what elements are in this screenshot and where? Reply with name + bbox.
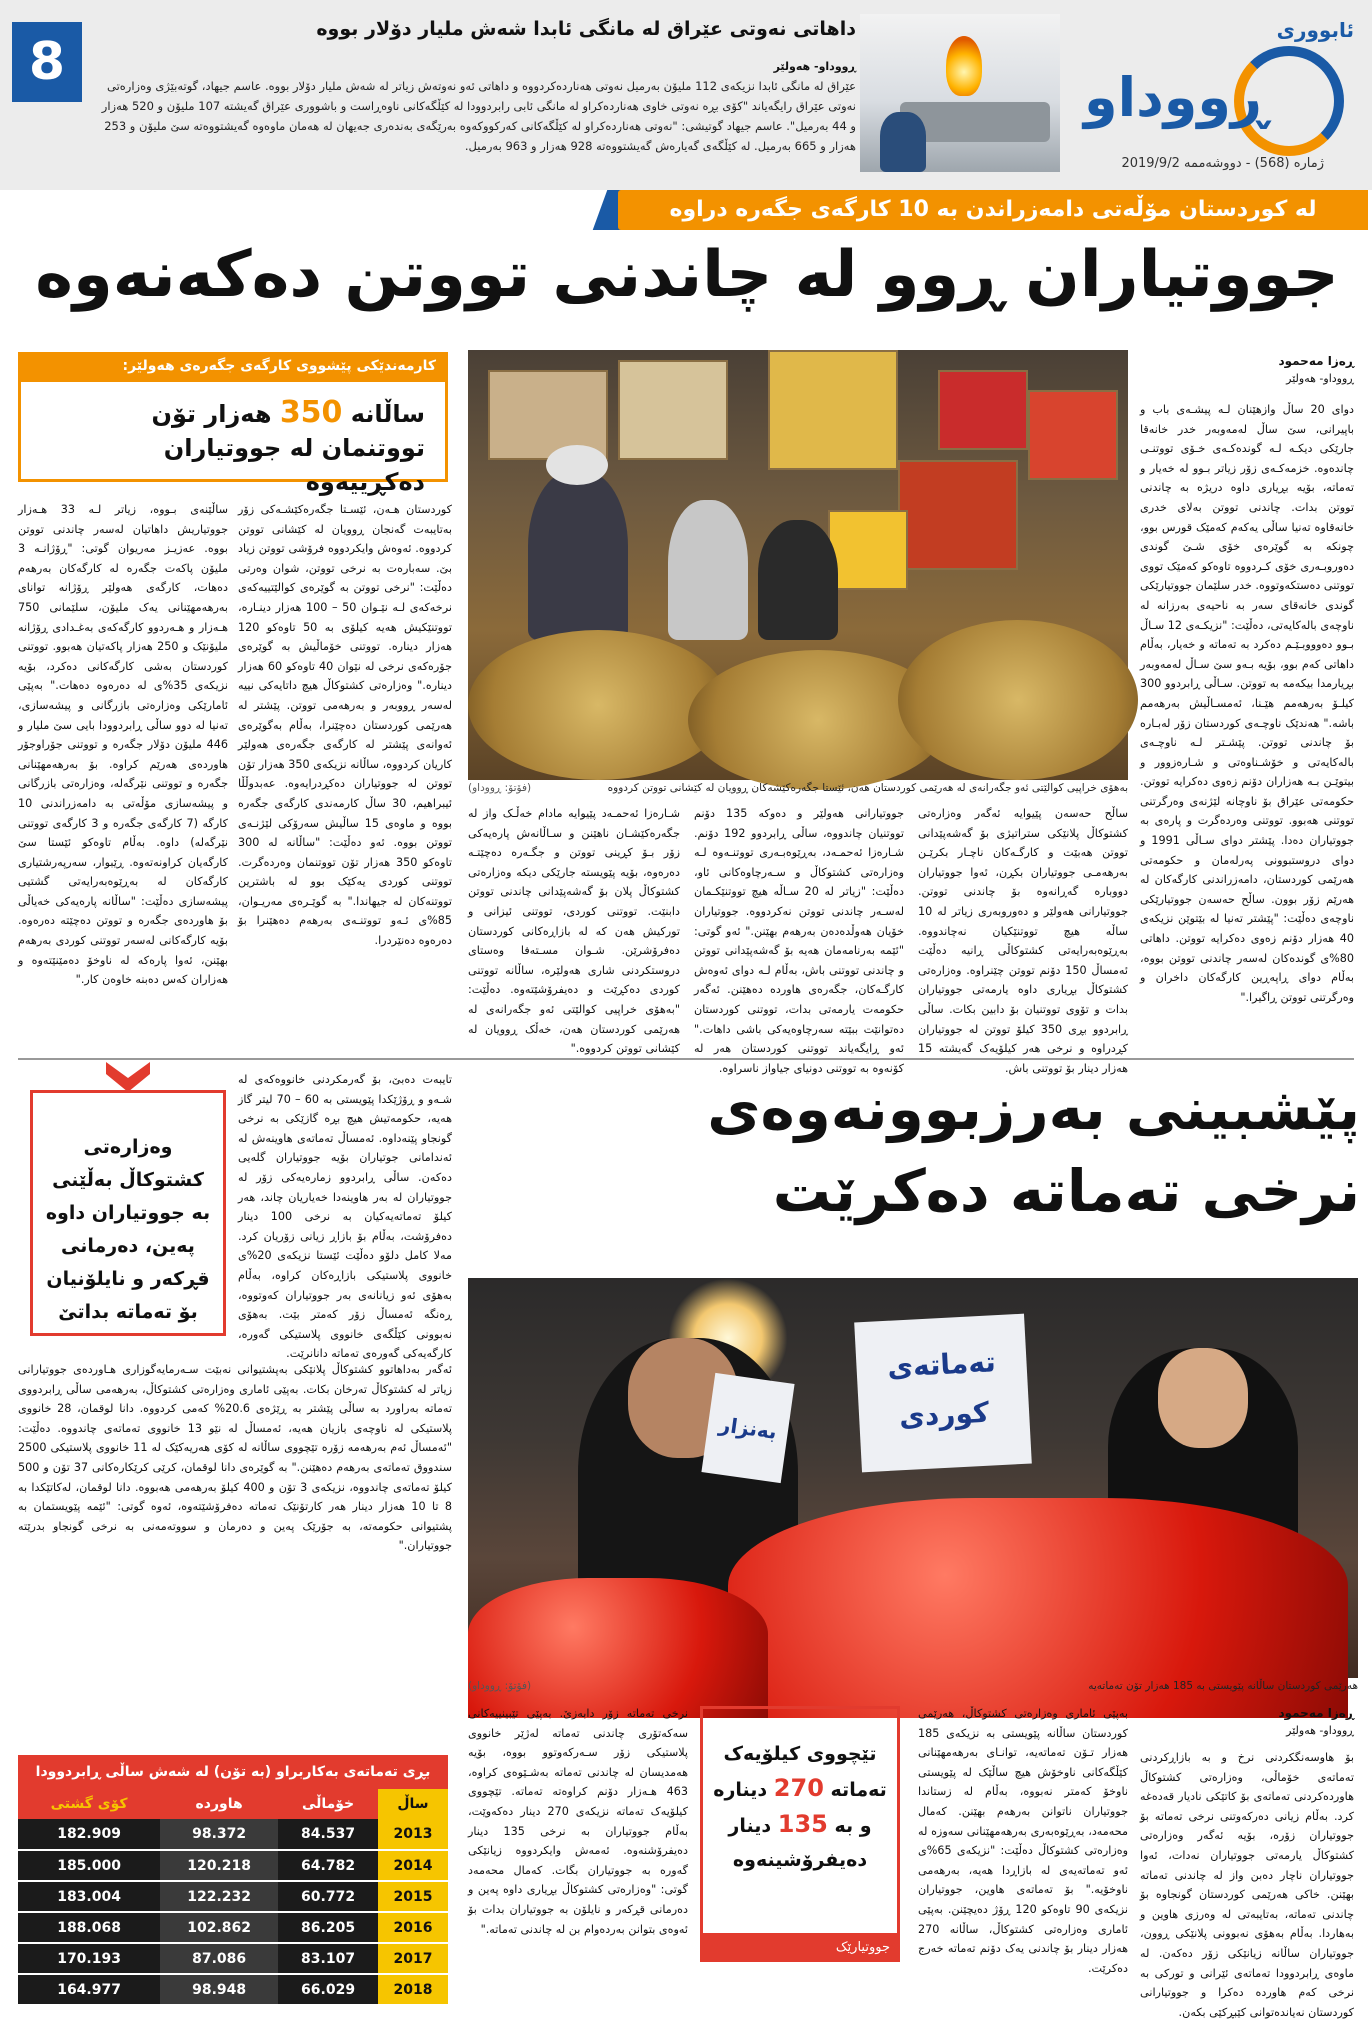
cell-imported: 98.948 — [160, 1974, 278, 2005]
cell-local: 64.782 — [278, 1850, 378, 1881]
logo-wordmark: ڕووداو — [1084, 66, 1268, 129]
carton-box — [938, 370, 1028, 450]
headline-line-2: نرخی تەماتە دەکرێت — [772, 1157, 1360, 1225]
data-table — [18, 1789, 448, 2006]
pullquote-text-c: دینار دەیفرۆشینەوە — [728, 1815, 868, 1871]
story2-headline — [520, 1068, 1360, 1232]
story1-column-1: دوای 20 ساڵ وازهێنان لـە پیشـەی باب و باپیرانی، سێ ساڵ لەمەوبەر خدر خانەقا جارێکی دیکـە لـە گوندەکـەی خـۆی تووتنـی چاندەوە. خزمەکـەی زۆر زیاتر بـوو لە خەیار و تەماتە، بۆیە بڕیاری داوە دریژە بە چاندنی تووتن بدات. چاندنی تووتن بەلای خدری خانەقاوە تەنیا ساڵی یەکەم کەمێک قورس بوو، چونکە بە گوێرەی خۆی شـێ گوندی دەوروبـەری خۆی کـردووە تاوەکو کەمێک تووی تووتنی دەستکەوتووە. خدر سلێمان جووتیارێکی گوندی خانەقای سەر بە ناحیەی بەرزانە لە ناوچەی بالەکایەتی، دەڵێت: "نزیکـەی 12 سـاڵ بـوو دەوووبـێـم دەکرد بە تەماتە و خەیار، بەڵام داهاتی کەم بوو، بۆیە بـەو سێ سـاڵ لەمەوبەر بڕیارمدا بیکەمە بە تووتن. سـاڵی ڕابردوو 300 کیلـۆ بەرهەمم هێـنا، ئەمسـاڵیش بەرهەمم باشە." هەندێک ناوچـەی کوردستان زۆر لەبـارە بۆ چاندنی تووتن. پێشـتر لـە ناوچـەی بالەکایەتی و خۆشـناوەتی و شـارەزوور و بیتوێـن بـە هەزاران دۆنم زەوی دەکرایە تووتن. حکومەتی عێراق بۆ ناوچانە لێژنەی وەرگرتنی تووتنی هەبوو. تووتنی وەردەگرت و پارەی بە جووتیاران دەدا. پێشتر دوای سـاڵی 1991 و دوای دروستبوونی پەرلەمان و حکومەتی هەرێمی کوردستان، دامەزراندنی کارگەکان لە هەرێم زۆر بوون. ساڵح حەسەن جووتیارێکی ناوچەی دەڵێت: "پێشتر تەنیا لە بێتوێن نزیکەی 40 هەزار دۆنم زەوی دەکرایە تووتن. داهاتی 80%ی گوندەکان لەسەر چاندنی تووتن بووە، بەڵام دوای ڕاپەڕین کارگەکان داخران و وەرگرتنی تووتن ڕاگیرا." — [1140, 403, 1354, 1004]
cell-year: 2015 — [378, 1881, 448, 1912]
callout-text-a: ساڵانە — [350, 400, 425, 428]
story2-byline — [1140, 1704, 1354, 1740]
cell-year: 2013 — [378, 1819, 448, 1850]
table-row — [18, 1974, 448, 2005]
byline-place: ڕووداو- هەولێر — [1286, 372, 1354, 385]
photo-caption-text: هەرێمی کوردستان ساڵانە پێویستی بە 185 هەزار تۆن تەماتەیە — [1088, 1680, 1358, 1692]
cell-local: 86.205 — [278, 1912, 378, 1943]
header-imported: هاوردە — [160, 1789, 278, 1819]
generator-box — [828, 510, 908, 590]
pullquote-text-a: تێچووی کیلۆیەک تەماتە — [723, 1743, 887, 1801]
quote-box: وەزارەتی کشتوکاڵ بەڵێنی بە جووتیاران داوە پەین، دەرمانی قڕکەر و نایلۆنیان بۆ تەماتە بداتێ — [30, 1090, 226, 1336]
story2-column-4a: تایبەت دەبێ، بۆ گەرمکردنی خانووەکەی لە شـەو و ڕۆژێکدا پێویستی بە 60 – 70 لیتر گاز هەیە، حکومەتیش هیچ بڕە گازێکی بە نرخی گونجاو پێنەداوە. ئەمساڵ تەماتەی هاوینەش لە ئەندامانی جوتیاران بۆیە جووتیاران گلەیی دەکەن. ساڵی ڕابردوو زمارەیەکی زۆر لە جووتیاران لە بەر هاوینەدا خەیاریان چاند، هەر کیلۆ تەماتەیەکیان بە نرخی 100 دینار دەفرۆشت، بەڵام بۆ بازاڕ زیانی زۆریان کرد. مەلا کامل دلۆو دەڵێت ئێستا نزیکەی 20%ی خانووی پلاستیکی بازاڕەکان کراوە، بەڵام بەهۆی ئەو زیانانەی بەر جووتیاران کەوتووە، ڕەنگە ئەمساڵ زۆر کەمتر بێت. بەهۆی نەبوونی کێڵگەی خانووی پلاستیکی گەورە، کارگەیەکی گەورەی تەماتە دانانرێت. — [238, 1073, 452, 1361]
tomato-pile — [468, 1578, 768, 1718]
page-number: 8 — [12, 22, 82, 102]
photo1-caption — [468, 782, 1128, 794]
table-row — [18, 1912, 448, 1943]
cell-total: 183.004 — [18, 1881, 160, 1912]
story1-column-2: ساڵح حەسەن پێیوایە ئەگەر وەزارەتی کشتوکاڵ پلانێکی ستراتیژی بۆ گەشەپێدانی تووتن هەبێت و کارگـەکان ناچـار بکرێـن بەرهەمـی جووتیاران بکڕن، ئەوا جووتیاران دووبارە گەڕانەوە بۆ چاندنی تووتن. جووتیارانی هەولێر و دەوروبەری زیاتر لە 10 ساڵە هیچ تووتنێکیان نەچاندووە. بەڕێوەبەرایەتی کشتوکاڵی ڕانیە دەڵێت ئەمساڵ 150 دۆنم تووتن چێنراوە. وەزارەتی کشتوکاڵ بڕیاری داوە یارمەتی جووتیاران بدات و تۆوی تووتنیان بۆ دابین بکات. ساڵی ڕابردوو بڕی 350 کیلۆ تووتن لە جووتیاران کڕدراوە و نرخی هەر کیلۆیەک گەیشتە 15 هەزار دینار بۆ تووتنی باش. — [918, 807, 1128, 1075]
tobacco-market-photo — [468, 350, 1128, 780]
table-header-row — [18, 1789, 448, 1819]
teaser-story — [96, 18, 856, 178]
pullquote-attribution: جووتیارێک — [700, 1936, 900, 1962]
teaser-byline: ڕووداو- هەولێر — [773, 60, 856, 73]
cell-local: 66.029 — [278, 1974, 378, 2005]
cell-total: 164.977 — [18, 1974, 160, 2005]
cell-total: 182.909 — [18, 1819, 160, 1850]
cell-year: 2016 — [378, 1912, 448, 1943]
young-man-face — [1158, 1348, 1248, 1448]
cell-local: 60.772 — [278, 1881, 378, 1912]
story1-column-5: کوردستان هـەن، ئێسـتا جگەرەکێشـەکی زۆر بەتایبەت گەنجان ڕوویان لە کێشانی تووتن کردووە. ئەوەش وایکردووە فرۆشی تووتن زیاد بێ. سەبارەت بە نرخی تووتن، شوان وەرتی دەڵێت: "نرخی تووتن بە گوێرەی کوالێتییەکەی نرخەکەی لـە نێـوان 50 – 100 هەزار دینـارە، تووتنێکیش هەیە کیلۆی بە 50 تاوەکو 120 هەزار دینارە. تووتنی خۆماڵیش بە گوێرەی جۆرەکەی نرخی لە نێوان 40 تاوەکو 60 هەزار دینارە." وەزارەتی کشتوکاڵ هیچ داتایەکی نییە لەسەر ڕووبەر و بەرهەمی تووتن. پێشتر لە هەرێمی کوردستان دەچێنرا، بەڵام بەگوێرەی ئەوانەی پێشتر لە کارگەی جگەرەی هەولێر کاریان کردووە، ساڵانە نزیکەی 350 هەزار تۆن تووتن لە جووتیاران دەکڕدرایەوە. عەبدوڵڵا ئیبراهیم، 30 ساڵ کارمەندی کارگەی جگەرە بووە و ماوەی 15 ساڵیش سەرۆکی لێژنـەی تووتن بووە. ئەو دەڵێت: "ساڵانە لە 300 تاوەکو 350 هەزار تۆن تووتنمان وەردەگرت. تووتنی کوردی یەکێک بوو لە باشترین تووتنەکان لە جیهاندا." بە گوێـرەی مەریـوان، 85%ی ئـەو تووتنـەی بەرهەم دەهێنرا بۆ دەرەوە دەنێردرا. — [238, 503, 453, 948]
story1-column-4: شـارەزا ئەحمـەد پێیوایە مادام خەڵـک واز لە جگەرەکێشـان ناهێنن و سـاڵانەش پارەیەکی زۆر بـۆ کڕینی تووتن و جگـەرە دەچێتـە دەرەوە، بۆیە پێویستە جارێکی دیکە وەزارەتی کشتوکاڵ پلان بۆ گەشەپێدانی چاندنی تووتن دابنێت. تووتنی کوردی، تووتنی ئیزانی و تورکیش هەن کە لە بازاڕەکانی کوردستان دەفرۆشرێن. شـوان مسـتەفا وەستای دروستکردنی شاری هەولێرە، ساڵانە تووتنی کوردی دەکڕێت و دەیفرۆشێتەوە. دەڵێت: "بەهۆی خراپیی کوالێتی ئەو جگەرانەی لە هەرێمی کوردستان هەن، خەڵک ڕوویان لە کێشانی تووتن کردووە." — [468, 807, 680, 1056]
gas-flare-shape — [946, 36, 982, 96]
sidebar-callout — [18, 382, 448, 496]
carton-box — [618, 360, 728, 460]
worker-figure — [880, 112, 926, 172]
page-header — [0, 0, 1372, 190]
headline-line-1: پێشبینی بەرزبوونەوەی — [707, 1075, 1360, 1143]
byline-name: ڕەزا مەحمود — [1278, 1706, 1354, 1720]
sidebar-tag: کارمەندێکی پێشووی کارگەی جگەرەی هەولێر: — [18, 352, 448, 382]
story2-column-5: ئەگەر بەداهاتوو کشتوکاڵ پلانێکی بەپشتیوانی نەبێت سـەرمایەگوزاری هـاوردەی جووتیارانی زیاتر لە کشتوکاڵ تەرخان بکات. بەپێی ئاماری وەزارەتی کشتوکاڵ، بەرهەمی ساڵی ڕابردووی تەماتە بەراورد بە ساڵی پێشتر بە ڕێژەی 20.6% کەمی کردووە. دانا لوقمان، 28 خانووی پلاستیکی لە ناوچەی بازیان هەیە، ئەمساڵ لە نێو 13 خانووی تەماتەی چاندووە. دەڵێت: "ئەمساڵ ئەم بەرهەمە زۆرە تێچووی ساڵانە لە کۆی هەریەکێک لە 11 خانووی پلاستیکی 2500 سندووق تەماتەی بەرهەم دەهێنن." بە گوێرەی دانا لوقمان، کرێی کرێکارەکانی 37 تۆن و 500 کیلۆ تەماتەی چاندووە، نزیکەی 3 تۆن و 400 کیلۆ بەرهەمی هەبووە. دانا لوقمان، لەکاتێکدا بە 8 تا 10 هەزار دینار هەر کارتۆنێک تەماتە دەفرۆشێتەوە، ئەوە گوتی: "ئێمە پێویستمان بە پشتیوانی حکومەتە، بە جۆرێک پەین و دەرمان و سووتەمەنی بە نرخی گونجاو بدرێتە جووتیاران." — [18, 1363, 453, 1553]
table-row — [18, 1881, 448, 1912]
cell-imported: 122.232 — [160, 1881, 278, 1912]
farmer-figure — [528, 470, 628, 640]
tomato-market-photo — [468, 1278, 1358, 1678]
photo-caption-text: بەهۆی خراپیی کوالێتی ئەو جگەرانەی لە هەرێمی کوردستان هەن، ئێستا جگەرەکێشەکان ڕوویان لە کێشانی تووتن کردووە — [607, 782, 1128, 794]
cell-year: 2018 — [378, 1974, 448, 2005]
table-row — [18, 1943, 448, 1974]
cell-total: 185.000 — [18, 1850, 160, 1881]
header-year: ساڵ — [378, 1789, 448, 1819]
table-row — [18, 1850, 448, 1881]
tomato-consumption-table — [18, 1755, 448, 2006]
story1-headline: جووتیاران ڕوو لە چاندنی تووتن دەکەنەوە — [35, 238, 1339, 312]
story1-column-6: ساڵێنەی بـووە، زیاتر لـە 33 هـەزار جووتیاریش داهاتیان لەسەر چاندنی تووتن بووە. عەزیـز مەریوان گوتی: "ڕۆژانـە 3 ملیۆن پاکەت جگەرە لە کارگەکان بەرهەم دەهات، کارگەی هەولێر ڕۆژانە توانای بەرهەمهێنانی یەک ملیۆن، سلێمانی 750 هـەزار و هـەردوو کارگەکەی بەغـدادی ڕۆژانە ملیۆنێک و 250 هەزار پاکەتیان هەبوو. تووتنی کوردستان بەشی کارگەکانی دەکرد، بۆیە نزیکەی 35%ی لە دەرەوە دەهات." بەپێی ئامارێکی وەزارەتی بازرگانی و پیشەسازی، تەنیا لە دوو ساڵی ڕابردوودا بایی سێ ملیار و 446 ملیۆن دۆلار جگەرە و تووتنی جۆراوجۆر هاوردەی هەرێم کراوە. بۆ بەرهەمهێنانی جگەرە و تووتنی نێرگەلە، وەزارەتی بازرگانی و پیشەسازی مۆڵەتی بە دامەزراندنی 10 کارگە (7 کارگەی جگەرە و 3 کارگەی تووتنی نێرگەلە) داوە. بەڵام تاوەکو ئێستا سێ کارگەیان کراونەتەوە. ڕێبوار، سەرپەرشتیاری کارگەکان لە بەڕێوەبەرایەتی گشتیی پیشەسازی دەڵێت: "ساڵانە پارەیەکی خەیاڵی بۆ هاوردەی جگەرە و تووتن دەچێتە دەرەوە. بۆیە کارگەکانی لەسەر تووتنی کوردی بەرهەم بهێنن، ئەوا پارەکە لە ناوخۆ دەمێنێتەوە و هەزاران کەس دەبنە خاوەن کار." — [18, 503, 229, 987]
cell-imported: 87.086 — [160, 1943, 278, 1974]
story1-column-3: جووتیارانی هەولێر و دەوکە 135 دۆنم تووتنیان چاندووە، ساڵی ڕابردوو 192 دۆنم. شـارەزا ئەحمـەد، بەڕێوەبـەری تووتنـەوە لـە وەزارەتی کشتوکاڵ و سـەرچاوەکانی ئاو، دەڵێت: "زیاتر لە 20 سـاڵە هیچ تووتنێکـمان لەسـەر چاندنی تووتن نەکردووە. جووتیاران خۆیان هەوڵدەدەن بەرهەم بهێنن." ئەو گوتی: "ئێمە بەرنامەمان هەیە بۆ گەشەپێدانی تووتن و چاندنی تووتنی باش، بەڵام لـە دوای ئەوەش کارگـەکان، جگەرەی هاوردە دەهێنن. ئەگەر حکومەت یارمەتی بدات، تووتنی کوردستان دەتوانێت ببێتە سەرچاوەیەکی باشی داهات." ئەو ڕایگەیاند تووتنی کوردستان هەر لە کۆنەوە بە تووتنی دونیای جیاواز ناسراوە. — [694, 807, 905, 1075]
story1-byline — [1140, 352, 1354, 388]
header-total: کۆی گشتی — [18, 1789, 160, 1819]
story2-column-2: بەپێی ئاماری وەزارەتی کشتوکاڵ، هەرێمی کوردستان ساڵانە پێویستی بە نزیکەی 185 هەزار تـۆن تەماتەیە، توانـای بەرهەمهێنانی کێڵگەکانی ناوخۆش هیچ ساڵێک لە پێویستی ناوخۆ کەمتر نەبووە، بەڵام لە زستاندا جووتیاران ناتوانن بەرهەم بهێنن. کەمال محەمەد، بەڕێوەبەری بەرهەمهێنانی سەوزە لە وەزارەتی کشتوکاڵ دەڵێت: "نزیکەی 65%ی ئەو تەماتەیەی لە بازاڕدا هەیە، بەرهەمی ناوخۆیە." بۆ تەماتەی هاوین، جووتیاران نزیکەی 90 تاوەکو 120 ڕۆژ دەیچێنن. بەپێی ئاماری وەزارەتی کشتوکاڵ، ساڵانە 270 هەزار دینار بۆ چاندنی یەک دۆنم تەماتە خەرج دەکرێت. — [918, 1707, 1128, 1975]
oil-field-photo — [860, 14, 1060, 172]
carton-box — [1028, 390, 1118, 480]
man-figure — [668, 500, 748, 640]
pullquote-text-b: دینارە و بە — [713, 1779, 872, 1837]
masthead — [1064, 10, 1364, 180]
issue-info: ژمارە (568) - دووشەممە 2019/9/2 — [1121, 156, 1324, 171]
headscarf-shape — [546, 445, 608, 485]
teaser-body: عێراق لە مانگی ئابدا نزیکەی 112 ملیۆن بەرمیل نەوتی هەناردەکردووە و داهاتی ئەو نەوتەش زیاتر لە شەش ملیار دۆلار بووە. عاسم جیهاد، گوتەبێژی وەزارەتی نەوتی عێراق رایگەیاند "کۆی بڕە نەوتی خاوی هەناردەکراو لە مانگی ئابی رابردوودا لە کێڵگەکانی ناوەڕاست و باشووری عێراق گەیشتە 107 ملیۆن و 520 هەزار و 44 بەرمیل". عاسم جیهاد گوتیشی: "نەوتی هەناردەکراو لە کێڵگەکانی کەرکووکەوە بەرێگەی بەندەری جەیهان لە هەمان ماوەوە گەیشتووەتە سێ ملیۆن و 253 هەزار و 665 بەرمیل. لە کێڵگەی گەیارەش گەیشتووەتە 928 هەزار و 963 بەرمیل. — [101, 79, 856, 153]
man-figure — [758, 520, 838, 640]
callout-text-b: هەزار تۆن تووتنمان لە جووتیاران دەکڕییەوە — [151, 400, 425, 496]
story2-column-3: نرخی تەماتە زۆر دابەزێ. بەپێی تێبینییەکانی سەکەتۆری چاندنی تەماتە لەژێر خانووی پلاستیکی زۆر سـەرکەوتوو بووە، بۆیە هەمدیسان لە چاندنی تەماتە بەشـێوەی کراوە، 463 هـەزار دۆنم کراوەتە تەماتە. تێچووی کیلۆیەک تەماتە نزیکەی 270 دینار دەکەوێت، بەڵام جووتیاران بە نرخی 135 دینار دەیفرۆشنەوە. ئەمەش وایکردووە زیانێکی گەورە بە جووتیاران بگات. کەمال محەمەد گوتی: "وەزارەتی کشتوکاڵ بڕیاری داوە پەین و دەرمانی قڕکەر و نایلۆن بە جووتیاران بدات بۆ ئەوەی بتوانن بەردەوام بن لە چاندنی تەماتە." — [468, 1707, 688, 1936]
cell-year: 2017 — [378, 1943, 448, 1974]
photo-credit: (فۆتۆ: ڕووداو) — [468, 1680, 532, 1692]
cell-local: 83.107 — [278, 1943, 378, 1974]
pullquote-number-2: 135 — [777, 1810, 828, 1838]
section-divider — [18, 1058, 1354, 1060]
photo-credit: (فۆتۆ: ڕووداو) — [468, 782, 532, 794]
header-local: خۆماڵی — [278, 1789, 378, 1819]
story1-banner: لە کوردستان مۆڵەتی دامەزراندن بە 10 کارگەی جگەرە دراوە — [618, 190, 1368, 230]
cell-total: 188.068 — [18, 1912, 160, 1943]
teaser-headline: داهاتی نەوتی عێراق لە مانگی ئابدا شەش ملیار دۆلار بووە — [316, 18, 856, 40]
cell-local: 84.537 — [278, 1819, 378, 1850]
table-title: بڕی تەماتەی بەکاربراو (بە تۆن) لە شەش ساڵی ڕابردوودا — [18, 1755, 448, 1789]
photo2-caption — [468, 1680, 1358, 1692]
section-label: ئابووری — [1276, 18, 1354, 42]
price-sign-small: بەنزار — [701, 1373, 794, 1483]
story2-column-1: بۆ هاوسەنگکردنی نرخ و بە بازاڕکردنی تەماتەی خۆماڵی، وەزارەتی کشتوکاڵ هاوردەکردنی تەماتەی بۆ کاتێکی نادیار قەدەغە کرد. بەڵام زیانی دەرکەوتنی نرخی تەماتە بۆ جووتیاران زۆرە، بۆیە ئەگەر وەزارەتی کشتوکاڵ یارمەتی جووتیاران نەدات، ئەوا جووتیاران ناچار دەبن واز لە چاندنی تەماتە بهێنن. خاکی هەرێمی کوردستان گونجاوە بۆ چاندنی تەماتە، بەتایبەتی لە وەرزی هاوین و بەهاردا. بەڵام بەهۆی نەبوونی پلانێکی ڕوون، جووتیاران ساڵانە زیانێکی زۆر دەکەن. لە ماوەی ڕابردوودا تەماتەی ئێرانی و تورکی بە نرخی کەم هاوردە دەکرا و جووتیارانی کوردستان نەیاندەتوانی کێبڕکێی بکەن. — [1140, 1751, 1354, 2019]
cell-imported: 98.372 — [160, 1819, 278, 1850]
pullquote-number-1: 270 — [773, 1774, 824, 1802]
carton-box — [768, 350, 898, 470]
pullquote-box — [700, 1706, 900, 1936]
byline-place: ڕووداو- هەولێر — [1286, 1724, 1354, 1737]
table-row — [18, 1819, 448, 1850]
cell-year: 2014 — [378, 1850, 448, 1881]
carton-box — [898, 460, 1018, 570]
price-sign: تەماتەی کوردی — [854, 1314, 1032, 1473]
callout-number: 350 — [279, 395, 343, 430]
byline-name: ڕەزا مەحمود — [1278, 354, 1354, 368]
cell-total: 170.193 — [18, 1943, 160, 1974]
tobacco-pile — [898, 620, 1138, 780]
cell-imported: 120.218 — [160, 1850, 278, 1881]
cell-imported: 102.862 — [160, 1912, 278, 1943]
tobacco-pile — [468, 630, 728, 780]
